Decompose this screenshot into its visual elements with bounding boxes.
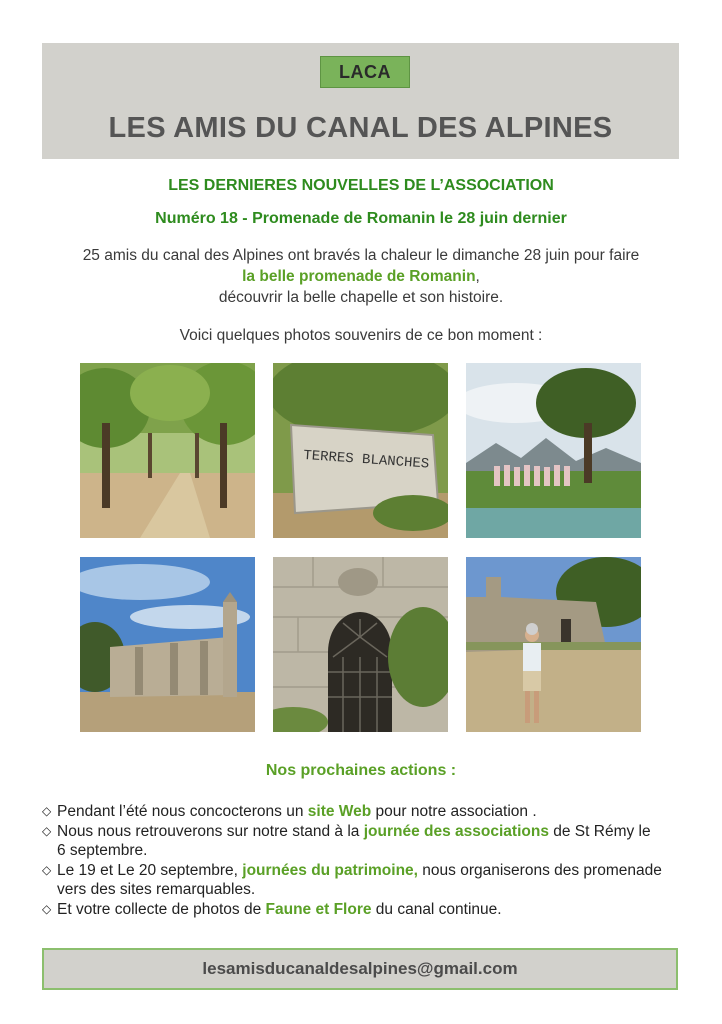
action-text: Pendant l’été nous concocterons un [57,803,308,820]
photo-woman-at-chapel [466,557,641,732]
actions-title: Nos prochaines actions : [265,762,457,779]
action-text: du canal continue. [371,900,502,918]
intro-comma: , [475,268,480,285]
intro-paragraph [0,245,722,308]
sign-text: TERRES BLANCHES [302,447,430,473]
photo-terres-blanches-sign [273,363,448,538]
photos-caption: Voici quelques photos souvenirs de ce bon moment : [179,327,543,344]
intro-line-2 [0,266,722,287]
action-text: Nous nous retrouverons sur notre stand à la [57,822,364,840]
issue-heading: Numéro 18 - Promenade de Romanin le 28 juin dernier [155,210,567,227]
diamond-bullet-icon: ◇ [42,823,52,838]
faune-flore-highlight: Faune et Flore [265,900,372,918]
photo-orchard [80,363,255,538]
intro-line-3: découvrir la belle chapelle et son histoire. [218,289,504,306]
site-web-highlight: site Web [307,803,372,820]
actions-list [42,802,662,919]
photo-group-by-canal [466,363,641,538]
diamond-bullet-icon: ◇ [42,862,52,877]
news-heading: LES DERNIERES NOUVELLES DE L’ASSOCIATION [168,177,554,194]
contact-email-box [42,948,678,990]
action-item [42,861,662,900]
photo-chapel-ruin [80,557,255,732]
promenade-highlight: la belle promenade de Romanin [242,268,476,285]
laca-logo-badge: LACA [320,56,410,88]
intro-line-1: 25 amis du canal des Alpines ont bravés la chaleur le dimanche 28 juin pour faire [82,247,640,264]
diamond-bullet-icon: ◇ [42,901,52,916]
journee-associations-highlight: journée des associations [363,822,549,840]
diamond-bullet-icon: ◇ [42,804,52,818]
action-item [42,802,662,822]
action-text: de St Rémy le 6 septembre. [57,822,651,859]
action-text: nous organiserons des promenade vers des sites remarquables. [57,861,662,898]
journees-patrimoine-highlight: journées du patrimoine, [242,861,418,879]
photo-chapel-arched-gate [273,557,448,732]
contact-email[interactable]: lesamisducanaldesalpines@gmail.com [202,959,518,978]
action-text: pour notre association . [371,803,537,820]
action-item [42,822,662,861]
banner-title: LES AMIS DU CANAL DES ALPINES [108,112,613,144]
action-item [42,900,662,920]
action-text: Et votre collecte de photos de [57,900,266,918]
action-text: Le 19 et Le 20 septembre, [57,861,243,879]
